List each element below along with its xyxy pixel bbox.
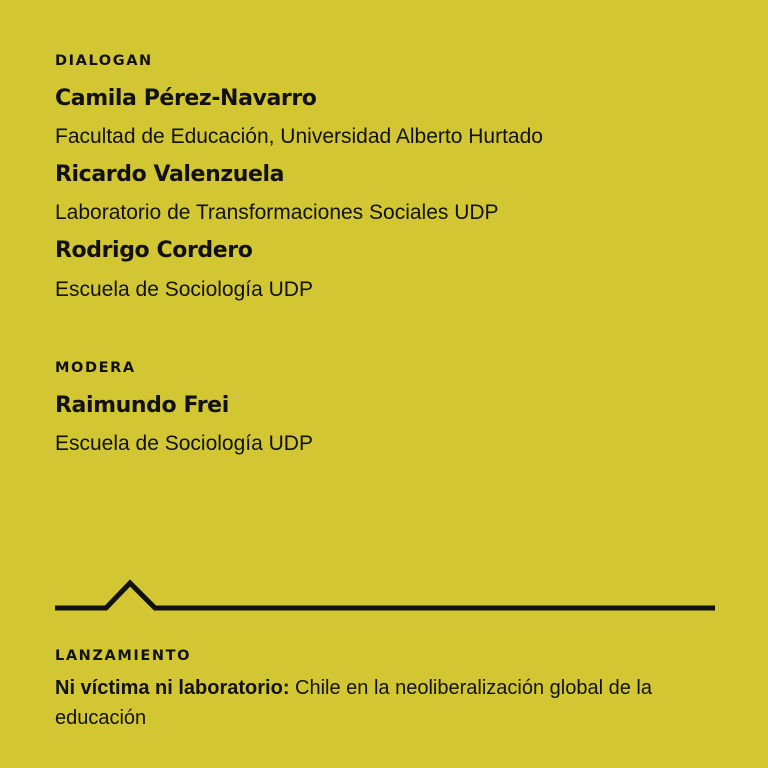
- speaker-affiliation: Laboratorio de Transformaciones Sociales UDP: [55, 201, 499, 224]
- speaker-affiliation: Facultad de Educación, Universidad Alberto Hurtado: [55, 125, 543, 148]
- speaker-name: Rodrigo Cordero: [55, 238, 253, 263]
- moderator-affiliation: Escuela de Sociología UDP: [55, 432, 313, 455]
- speaker-affiliation: Escuela de Sociología UDP: [55, 278, 313, 301]
- book-title: [55, 673, 695, 733]
- dialogan-label: DIALOGAN: [55, 53, 153, 69]
- book-title-rest: Chile en la neoliberalización global de la educación: [55, 677, 652, 729]
- speaker-name: Camila Pérez-Navarro: [55, 86, 317, 111]
- speaker-name: Ricardo Valenzuela: [55, 162, 285, 187]
- modera-label: MODERA: [55, 360, 136, 376]
- book-title-bold: Ni víctima ni laboratorio:: [55, 677, 290, 699]
- moderator-name: Raimundo Frei: [55, 393, 229, 418]
- lanzamiento-label: LANZAMIENTO: [55, 648, 192, 664]
